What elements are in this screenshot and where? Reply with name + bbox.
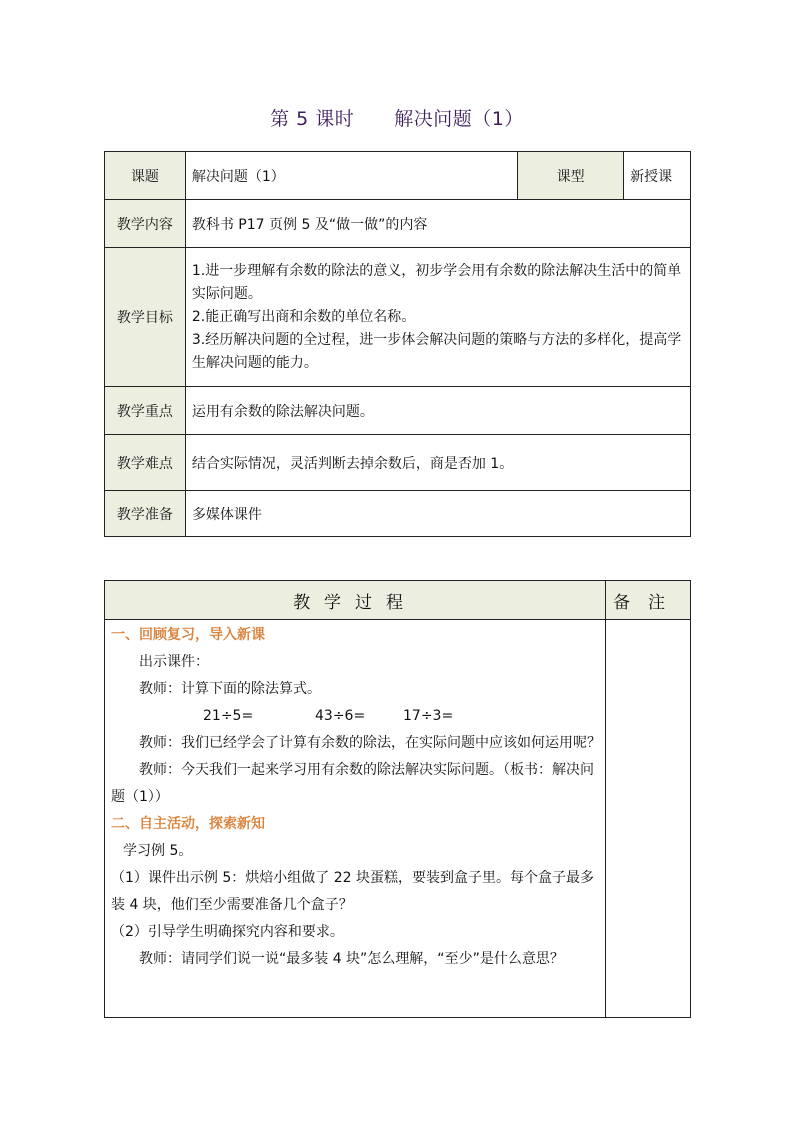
paragraph: 学习例 5。 bbox=[123, 843, 193, 859]
notes-header: 备注 bbox=[606, 581, 691, 620]
section-title: 二、自主活动，探索新知 bbox=[111, 816, 265, 832]
type-label: 课型 bbox=[518, 152, 624, 200]
row-key-points bbox=[105, 387, 691, 435]
paragraph: 教师：我们已经学会了计算有余数的除法，在实际问题中应该如何运用呢？ bbox=[139, 735, 601, 751]
division-formulas bbox=[111, 703, 603, 730]
paragraph: （1）课件出示例 5：烘焙小组做了 22 块蛋糕，要装到盒子里。每个盒子最多装 4 块，他们至少需要准备几个盒子？ bbox=[111, 870, 594, 913]
content-value: 教科书 P17 页例 5 及“做一做”的内容 bbox=[185, 200, 690, 248]
prep-value: 多媒体课件 bbox=[185, 491, 690, 537]
content-label: 教学内容 bbox=[105, 200, 186, 248]
paragraph: 出示课件： bbox=[139, 654, 209, 670]
process-body-row bbox=[105, 620, 691, 1018]
process-header: 教学过程 bbox=[105, 581, 606, 620]
difficulty-value: 结合实际情况，灵活判断去掉余数后，商是否加 1。 bbox=[185, 435, 690, 491]
goal-item: 2.能正确写出商和余数的单位名称。 bbox=[191, 308, 416, 325]
process-content bbox=[105, 620, 606, 1018]
row-goals bbox=[105, 248, 691, 387]
subject-label: 课题 bbox=[105, 152, 186, 200]
key-label: 教学重点 bbox=[105, 387, 186, 435]
type-value: 新授课 bbox=[624, 152, 691, 200]
key-value: 运用有余数的除法解决问题。 bbox=[185, 387, 690, 435]
lesson-number: 第 5 课时 bbox=[270, 108, 355, 130]
teaching-process-table bbox=[104, 580, 691, 1018]
process-header-row bbox=[105, 581, 691, 620]
goals-list bbox=[185, 248, 690, 387]
goals-label: 教学目标 bbox=[105, 248, 186, 387]
paragraph: 教师：计算下面的除法算式。 bbox=[139, 681, 321, 697]
lesson-topic: 解决问题（1） bbox=[394, 108, 524, 130]
formula: 17÷3= bbox=[403, 708, 454, 724]
row-difficulty bbox=[105, 435, 691, 491]
paragraph: 教师：请同学们说一说“最多装 4 块”怎么理解，“至少”是什么意思？ bbox=[139, 951, 564, 967]
lesson-info-table bbox=[104, 151, 691, 537]
subject-value: 解决问题（1） bbox=[185, 152, 517, 200]
row-content bbox=[105, 200, 691, 248]
paragraph: （2）引导学生明确探究内容和要求。 bbox=[111, 924, 344, 940]
section-title: 一、回顾复习，导入新课 bbox=[111, 627, 265, 643]
notes-cell bbox=[606, 620, 691, 1018]
paragraph: 教师：今天我们一起来学习用有余数的除法解决实际问题。（板书：解决问题（1）） bbox=[111, 762, 594, 805]
row-preparation bbox=[105, 491, 691, 537]
formula: 21÷5= bbox=[203, 708, 254, 724]
difficulty-label: 教学难点 bbox=[105, 435, 186, 491]
page-title bbox=[0, 104, 794, 131]
goal-item: 3.经历解决问题的全过程，进一步体会解决问题的策略与方法的多样化，提高学生解决问题的能力。 bbox=[191, 331, 682, 371]
formula: 43÷6= bbox=[315, 708, 366, 724]
prep-label: 教学准备 bbox=[105, 491, 186, 537]
goal-item: 1.进一步理解有余数的除法的意义，初步学会用有余数的除法解决生活中的简单实际问题。 bbox=[191, 262, 682, 302]
row-subject bbox=[105, 152, 691, 200]
